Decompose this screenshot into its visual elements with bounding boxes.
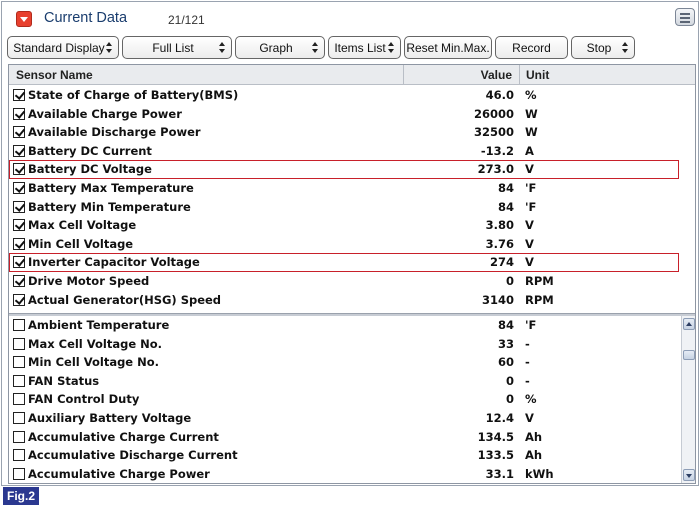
title-bar (2, 2, 698, 32)
checkbox-checked[interactable] (13, 163, 25, 175)
panel-title: Current Data (44, 10, 128, 26)
sensor-name: Max Cell Voltage (28, 218, 137, 233)
table-row[interactable] (9, 179, 695, 198)
checkbox-unchecked[interactable] (13, 468, 25, 480)
table-row[interactable] (9, 409, 695, 428)
checkbox-checked[interactable] (13, 256, 25, 268)
sensor-unit: V (525, 162, 534, 177)
full-list-dropdown[interactable] (122, 36, 232, 59)
checkbox-checked[interactable] (13, 201, 25, 213)
sensor-name: FAN Control Duty (28, 392, 140, 407)
graph-label: Graph (259, 40, 293, 55)
sensor-unit: A (525, 143, 534, 158)
sensor-unit: % (525, 392, 537, 407)
sensor-value: 274 (489, 255, 514, 270)
table-row[interactable] (9, 291, 695, 310)
table-row[interactable] (9, 235, 695, 254)
checkbox-checked[interactable] (13, 126, 25, 138)
sensor-value: 0 (505, 392, 514, 407)
standard-display-label: Standard Display (13, 40, 105, 55)
sensor-data-grid (8, 64, 696, 484)
table-row[interactable] (9, 105, 695, 124)
updown-arrow-icon (312, 41, 319, 55)
sensor-value: 0 (505, 373, 514, 388)
table-row[interactable] (9, 446, 695, 465)
figure-label: Fig.2 (3, 487, 39, 505)
vertical-scrollbar[interactable] (681, 316, 695, 483)
sensor-value: 84 (497, 318, 514, 332)
sensor-name: Available Charge Power (28, 106, 182, 121)
checkbox-checked[interactable] (13, 182, 25, 194)
sensor-unit: 'F (525, 199, 537, 214)
sensor-name: State of Charge of Battery(BMS) (28, 88, 239, 102)
sensor-unit: RPM (525, 274, 554, 288)
checkbox-unchecked[interactable] (13, 412, 25, 424)
table-row[interactable] (9, 123, 695, 142)
sensor-name: Accumulative Discharge Current (28, 448, 238, 463)
header-sensor-name[interactable]: Sensor Name (16, 68, 93, 82)
sensor-value: 273.0 (477, 162, 514, 177)
toolbar (2, 36, 698, 62)
sensor-name: Battery DC Voltage (28, 162, 152, 177)
sensor-name: Accumulative Charge Current (28, 429, 219, 444)
table-row[interactable] (9, 335, 695, 354)
sensor-unit: W (525, 125, 538, 140)
sensor-unit: % (525, 88, 537, 102)
sensor-value: 33.1 (485, 466, 514, 481)
menu-icon[interactable] (675, 8, 695, 26)
table-row[interactable] (9, 316, 695, 335)
sensor-value: 3140 (481, 292, 514, 307)
sensor-name: Battery DC Current (28, 143, 152, 158)
checkbox-checked[interactable] (13, 294, 25, 306)
updown-arrow-icon (622, 41, 629, 55)
checkbox-checked[interactable] (13, 219, 25, 231)
sensor-name: Battery Min Temperature (28, 199, 191, 214)
checkbox-checked[interactable] (13, 108, 25, 120)
scroll-up-icon[interactable] (683, 318, 695, 330)
checkbox-checked[interactable] (13, 145, 25, 157)
table-row[interactable] (9, 353, 695, 372)
table-row[interactable] (9, 465, 695, 484)
table-row[interactable] (9, 142, 695, 161)
sensor-value: 12.4 (485, 411, 514, 425)
table-row[interactable] (9, 86, 695, 105)
record-label: Record (512, 40, 551, 55)
full-list-label: Full List (152, 40, 194, 55)
sensor-name: Accumulative Charge Power (28, 466, 210, 481)
items-list-label: Items List (334, 40, 386, 55)
sensor-name: Inverter Capacitor Voltage (28, 255, 200, 270)
sensor-value: 84 (497, 199, 514, 214)
sensor-unit: 'F (525, 318, 537, 332)
sensor-name: FAN Status (28, 373, 100, 388)
checkbox-unchecked[interactable] (13, 393, 25, 405)
checkbox-unchecked[interactable] (13, 356, 25, 368)
sensor-unit: Ah (525, 448, 543, 463)
sensor-value: 33 (497, 336, 514, 351)
checkbox-unchecked[interactable] (13, 449, 25, 461)
sensor-name: Min Cell Voltage No. (28, 355, 160, 370)
sensor-value: 134.5 (477, 429, 514, 444)
sensor-unit: V (525, 218, 534, 233)
stop-label: Stop (586, 40, 612, 55)
updown-arrow-icon (219, 41, 226, 55)
sensor-unit: V (525, 255, 534, 270)
table-row[interactable] (9, 160, 695, 179)
sensor-name: Auxiliary Battery Voltage (28, 411, 192, 425)
updown-arrow-icon (106, 41, 113, 55)
standard-display-dropdown[interactable] (7, 36, 119, 59)
checkbox-checked[interactable] (13, 238, 25, 250)
sensor-name: Max Cell Voltage No. (28, 336, 163, 351)
table-row[interactable] (9, 272, 695, 291)
current-data-panel (1, 1, 699, 486)
sensor-unit: W (525, 106, 538, 121)
sensor-value: 46.0 (485, 88, 514, 102)
sensor-unit: V (525, 411, 534, 425)
sensor-unit: Ah (525, 429, 543, 444)
table-row[interactable] (9, 372, 695, 391)
checkbox-unchecked[interactable] (13, 319, 25, 331)
sensor-name: Drive Motor Speed (28, 274, 150, 288)
scroll-thumb[interactable] (683, 350, 695, 360)
updown-arrow-icon (388, 41, 395, 55)
scroll-down-icon[interactable] (683, 469, 695, 481)
grid-header (9, 65, 695, 85)
sensor-unit: RPM (525, 292, 554, 307)
items-list-dropdown[interactable] (328, 36, 401, 59)
table-row[interactable] (9, 428, 695, 447)
header-unit[interactable]: Unit (519, 65, 695, 85)
item-count: 21/121 (168, 13, 205, 27)
sensor-name: Actual Generator(HSG) Speed (28, 292, 222, 307)
table-row[interactable] (9, 390, 695, 409)
checkbox-unchecked[interactable] (13, 338, 25, 350)
checkbox-unchecked[interactable] (13, 375, 25, 387)
stop-dropdown[interactable] (571, 36, 635, 59)
sensor-value: 84 (497, 181, 514, 195)
sensor-value: 26000 (473, 106, 514, 121)
reset-min-max-button[interactable] (404, 36, 492, 59)
header-value[interactable]: Value (403, 65, 515, 85)
checkbox-checked[interactable] (13, 89, 25, 101)
record-button[interactable] (495, 36, 568, 59)
sensor-value: 32500 (473, 125, 514, 140)
collapse-arrow-icon[interactable] (16, 11, 32, 27)
reset-min-max-label: Reset Min.Max. (406, 40, 490, 55)
sensor-value: 133.5 (477, 448, 514, 463)
table-row[interactable] (9, 198, 695, 217)
sensor-unit: kWh (525, 466, 554, 481)
sensor-unit: - (525, 373, 530, 388)
sensor-value: 3.76 (485, 236, 514, 251)
sensor-unit: - (525, 355, 530, 370)
table-row[interactable] (9, 216, 695, 235)
sensor-unit: V (525, 236, 534, 251)
sensor-value: -13.2 (480, 143, 514, 158)
sensor-name: Min Cell Voltage (28, 236, 134, 251)
checkbox-checked[interactable] (13, 275, 25, 287)
sensor-name: Ambient Temperature (28, 318, 170, 332)
sensor-name: Available Discharge Power (28, 125, 201, 140)
sensor-unit: - (525, 336, 530, 351)
checkbox-unchecked[interactable] (13, 431, 25, 443)
table-row[interactable] (9, 253, 695, 272)
sensor-value: 60 (497, 355, 514, 370)
sensor-unit: 'F (525, 181, 537, 195)
graph-dropdown[interactable] (235, 36, 325, 59)
sensor-name: Battery Max Temperature (28, 181, 194, 195)
sensor-value: 3.80 (485, 218, 514, 233)
sensor-value: 0 (505, 274, 514, 288)
